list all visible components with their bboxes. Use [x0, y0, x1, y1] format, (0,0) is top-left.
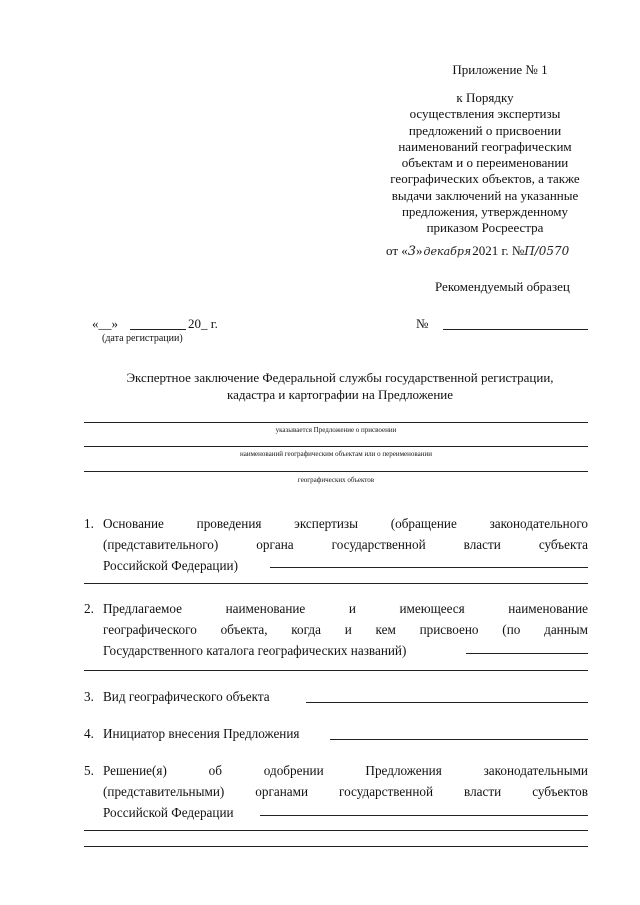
registration-number-line	[443, 329, 588, 330]
item-object-type: Вид географического объекта	[103, 689, 270, 704]
item-line: Основание проведения экспертизы (обращение законодательного	[103, 516, 588, 531]
proposal-line	[84, 446, 588, 447]
item-number: 5.	[84, 763, 94, 778]
annex-line: выдачи заключений на указанные	[391, 187, 579, 203]
order-reference	[386, 243, 569, 260]
annex-reference	[360, 90, 610, 237]
item-fill-line	[84, 670, 588, 671]
item-line: Решение(я) об одобрении Предложения законодательными	[103, 763, 588, 778]
order-mid: »	[416, 243, 423, 258]
item-fill-line	[84, 846, 588, 847]
item-fill-line	[84, 830, 588, 831]
item-number: 4.	[84, 726, 94, 741]
order-from: от «	[386, 243, 408, 258]
order-day: 3	[407, 244, 417, 259]
item-fill-line	[84, 583, 588, 584]
registration-date-left: «__»	[92, 316, 118, 331]
proposal-line	[84, 422, 588, 423]
item-number: 1.	[84, 516, 94, 531]
order-number: П/0570	[524, 244, 570, 258]
item-fill-line	[466, 653, 588, 654]
annex-line: наименований географическим	[398, 138, 572, 154]
annex-line: предложений о присвоении	[408, 122, 562, 138]
annex-title: Приложение № 1	[452, 62, 548, 77]
annex-line: к Порядку	[456, 90, 514, 105]
heading-line: Экспертное заключение Федеральной службы государственной регистрации,	[126, 370, 554, 385]
order-month: декабря	[423, 245, 472, 258]
annex-line: объектам и о переименовании	[401, 155, 569, 171]
proposal-caption: наименований географическим объектам или о переименовании	[240, 450, 432, 458]
annex-line: осуществления экспертизы	[409, 106, 561, 122]
document-heading	[60, 369, 620, 403]
annex-line: географических объектов, а также	[390, 171, 580, 187]
proposal-caption: географических объектов	[297, 476, 375, 484]
annex-line: предложения, утвержденному	[401, 204, 569, 220]
order-year: 2021 г. №	[472, 243, 525, 258]
item-fill-line	[260, 815, 588, 816]
item-fill-line	[270, 567, 588, 568]
item-line: Российской Федерации)	[103, 558, 238, 573]
registration-number-label: №	[416, 316, 429, 331]
item-line: (представительными) органами государственной власти субъектов	[103, 784, 588, 799]
date-month-line	[130, 329, 186, 330]
proposal-caption: указывается Предложение о присвоении	[275, 426, 397, 434]
item-fill-line	[330, 739, 588, 740]
registration-date-caption: (дата регистрации)	[102, 333, 183, 344]
annex-line: приказом Росреестра	[426, 220, 544, 236]
item-decisions	[103, 760, 588, 823]
item-proposed-name	[103, 598, 588, 661]
item-line: Государственного каталога географических названий)	[103, 643, 407, 658]
sample-label: Рекомендуемый образец	[435, 279, 570, 294]
item-fill-line	[306, 702, 588, 703]
item-number: 2.	[84, 601, 94, 616]
proposal-line	[84, 471, 588, 472]
item-line: географического объекта, когда и кем присвоено (по данным	[103, 622, 588, 637]
heading-line: кадастра и картографии на Предложение	[226, 387, 454, 402]
registration-date-year: 20_ г.	[188, 316, 218, 331]
item-initiator: Инициатор внесения Предложения	[103, 726, 300, 741]
item-line: Предлагаемое наименование и имеющееся наименование	[103, 601, 588, 616]
item-number: 3.	[84, 689, 94, 704]
item-line: Российской Федерации	[103, 805, 234, 820]
item-line: (представительного) органа государственной власти субъекта	[103, 537, 588, 552]
